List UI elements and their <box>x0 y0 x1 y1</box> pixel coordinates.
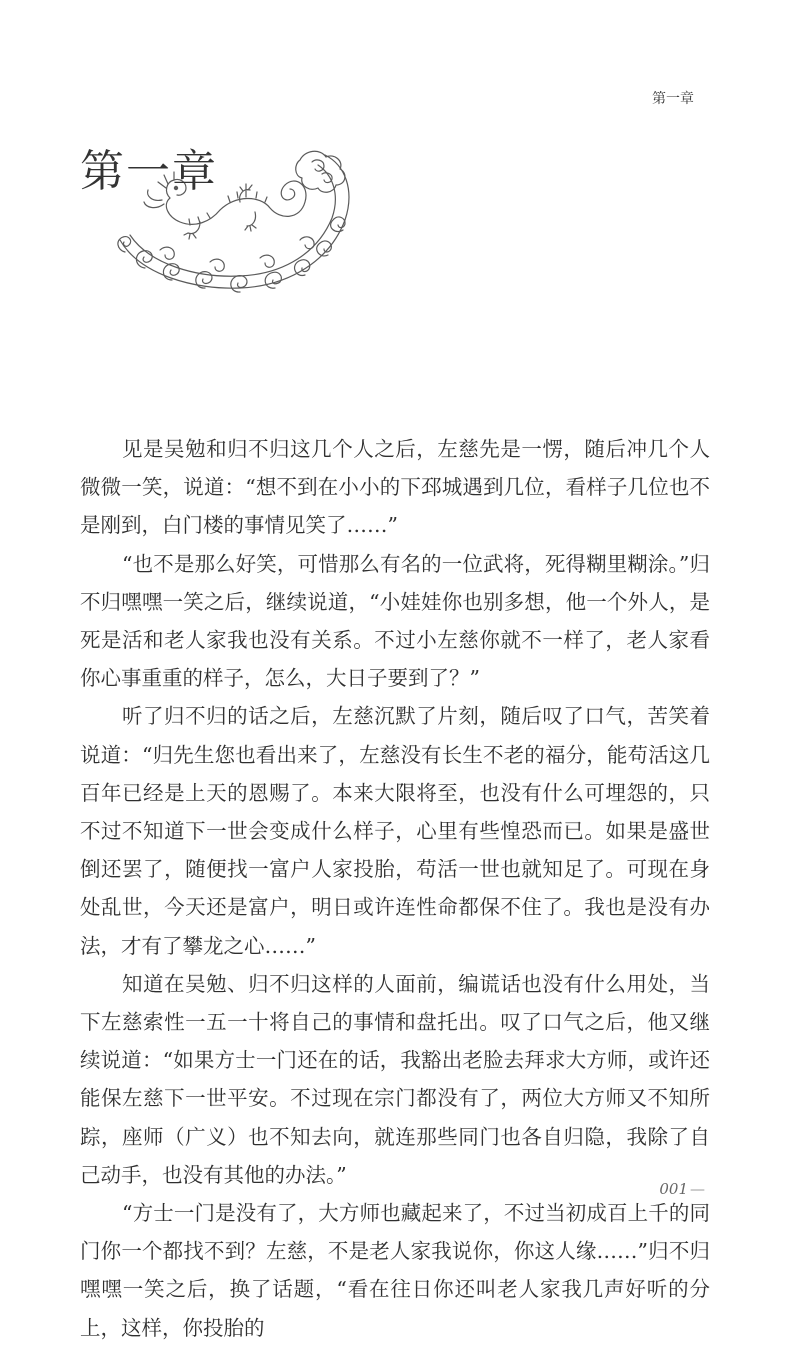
chapter-title: 第一章 <box>80 146 218 197</box>
paragraph: 见是吴勉和归不归这几个人之后，左慈先是一愣，随后冲几个人微微一笑，说道：“想不到在小小的下邳城遇到几位，看样子几位也不是刚到，白门楼的事情见笑了……” <box>80 437 710 538</box>
page-number-value: 001 <box>659 1180 688 1198</box>
page-number-suffix: — <box>690 1180 705 1198</box>
paragraph: 知道在吴勉、归不归这样的人面前，编谎话也没有什么用处，当下左慈索性一五一十将自己的事情和盘托出。叹了口气之后，他又继续说道：“如果方士一门还在的话，我豁出老脸去拜求大方师，或许还能保左慈下一世平安。不过现在宗门都没有了，两位大方师又不知所踪，座师（广义）也不知去向，就连那些同门也各自归隐，我除了自己动手，也没有其他的办法。” <box>80 971 710 1187</box>
running-header: 第一章 <box>652 91 694 107</box>
page-number <box>659 1180 705 1198</box>
paragraph: “也不是那么好笑，可惜那么有名的一位武将，死得糊里糊涂。”归不归嘿嘿一笑之后，继续说道，“小娃娃你也别多想，他一个外人，是死是活和老人家我也没有关系。不过小左慈你就不一样了，老人家看你心事重重的样子，怎么，大日子要到了？” <box>80 551 710 691</box>
chapter-body <box>80 430 710 1347</box>
paragraph: “方士一门是没有了，大方师也藏起来了，不过当初成百上千的同门你一个都找不到？左慈，不是老人家我说你，你这人缘……”归不归嘿嘿一笑之后，换了话题，“看在往日你还叫老人家我几声好听的分上，这样，你投胎的 <box>80 1201 710 1340</box>
paragraph: 听了归不归的话之后，左慈沉默了片刻，随后叹了口气，苦笑着说道：“归先生您也看出来了，左慈没有长生不老的福分，能苟活这几百年已经是上天的恩赐了。本来大限将至，也没有什么可埋怨的，只不过不知道下一世会变成什么样子，心里有些惶恐而已。如果是盛世倒还罢了，随便找一富户人家投胎，苟活一世也就知足了。可现在身处乱世，今天还是富户，明日或许连性命都保不住了。我也是没有办法，才有了攀龙之心……” <box>80 704 710 958</box>
